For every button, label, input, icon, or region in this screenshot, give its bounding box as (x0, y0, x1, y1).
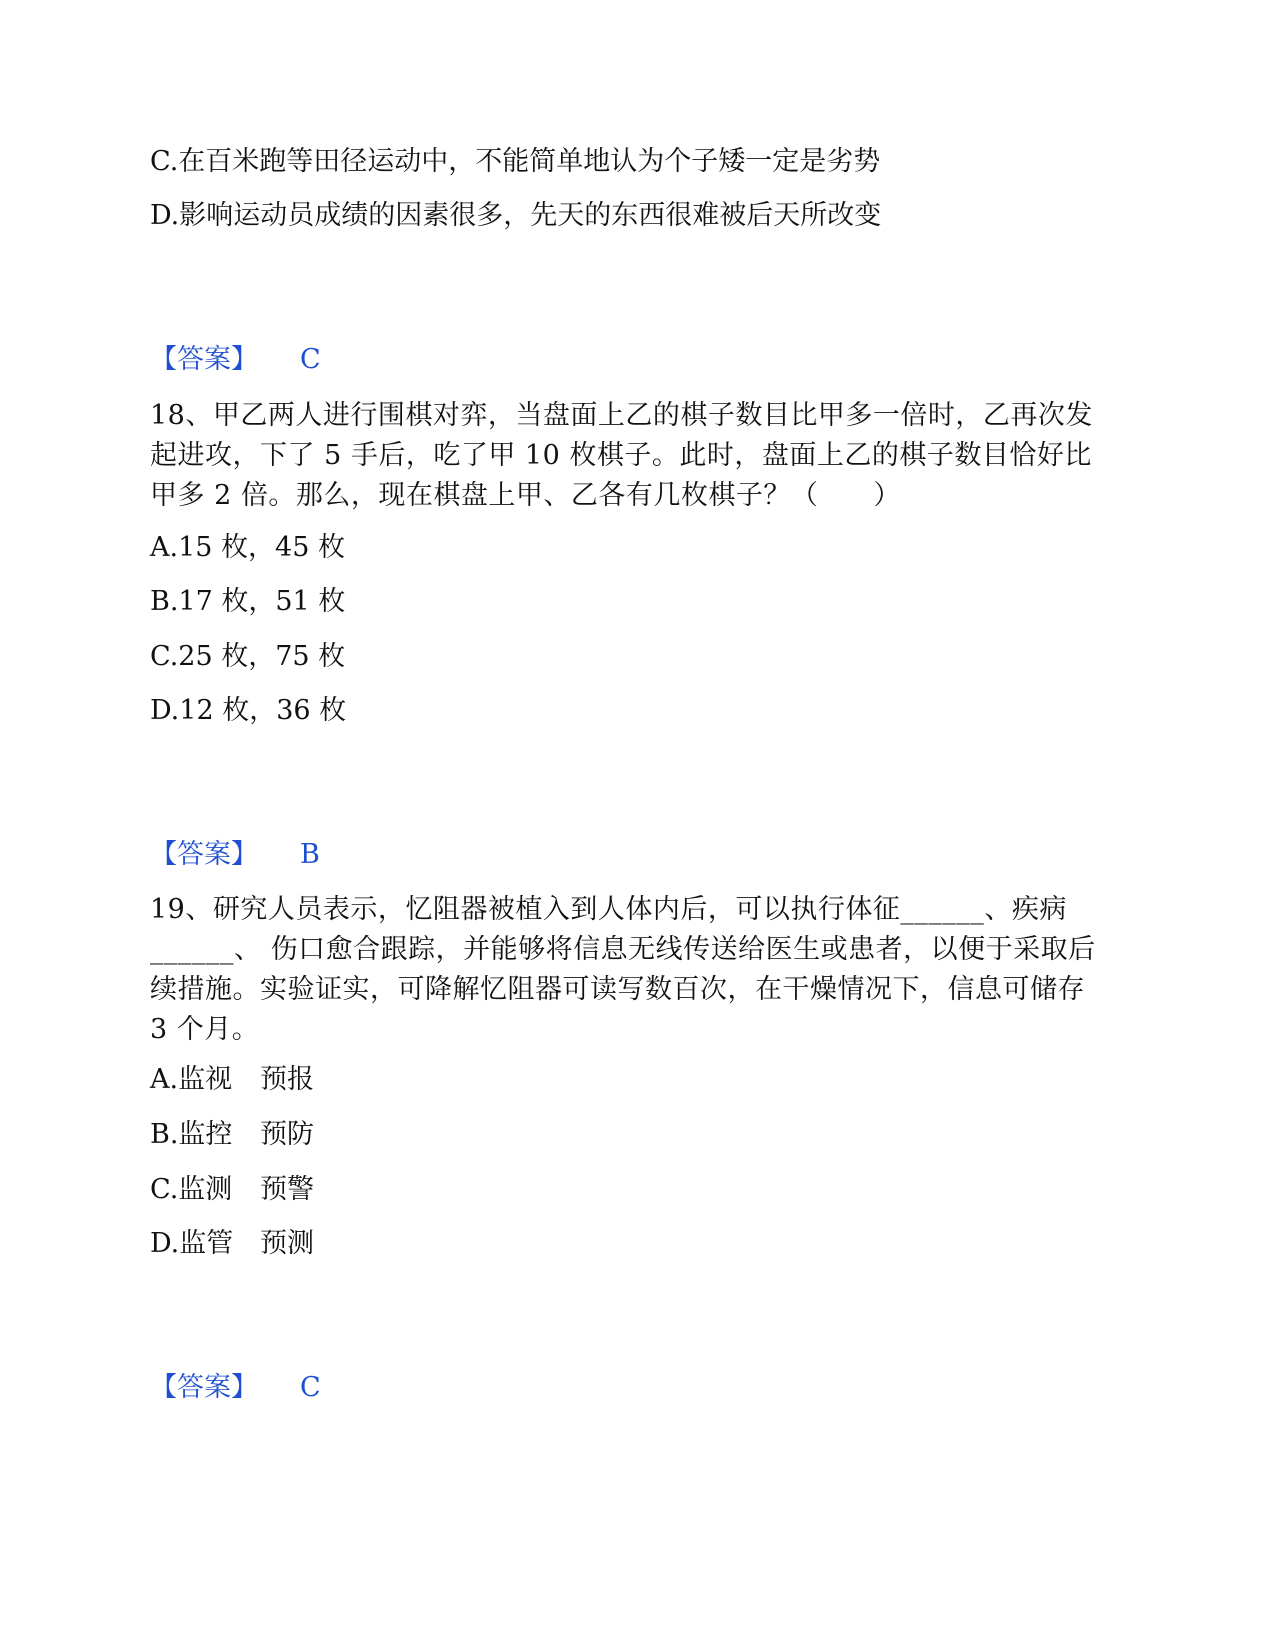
answer-label: 【答案】 (150, 344, 258, 375)
answer-row (150, 340, 321, 380)
answer-value: C (300, 1372, 321, 1403)
answer-label: 【答案】 (150, 1372, 258, 1403)
option-c: C.在百米跑等田径运动中，不能简单地认为个子矮一定是劣势 (150, 146, 881, 177)
q18-option-a: A.15 枚，45 枚 (150, 532, 345, 563)
q18-option-d: D.12 枚，36 枚 (150, 695, 347, 726)
answer-value: B (300, 839, 320, 870)
option-letter: B.监控 (150, 1119, 233, 1150)
option-letter: C.监测 (150, 1174, 233, 1205)
answer-row (150, 835, 320, 875)
q19-option-c (150, 1170, 314, 1210)
option-second: 预报 (260, 1064, 314, 1095)
option-second: 预测 (260, 1228, 314, 1259)
q19-option-d (150, 1224, 314, 1264)
q18-option-c: C.25 枚，75 枚 (150, 641, 346, 672)
q19-option-a (150, 1060, 314, 1100)
q19-option-b (150, 1115, 314, 1155)
q18-option-b: B.17 枚，51 枚 (150, 586, 346, 617)
answer-label: 【答案】 (150, 839, 258, 870)
option-second: 预警 (260, 1174, 314, 1205)
answer-value: C (300, 344, 321, 375)
option-letter: A.监视 (150, 1064, 233, 1095)
option-letter: D.监管 (150, 1228, 234, 1259)
question-18-text: 18、甲乙两人进行围棋对弈，当盘面上乙的棋子数目比甲多一倍时，乙再次发起进攻，下了 5 手后，吃了甲 10 枚棋子。此时，盘面上乙的棋子数目恰好比甲多 2 倍。那么，现在棋盘上甲、乙各有几枚棋子？（ ） (150, 400, 1093, 511)
option-d: D.影响运动员成绩的因素很多，先天的东西很难被后天所改变 (150, 200, 882, 231)
option-second: 预防 (260, 1119, 314, 1150)
answer-row (150, 1368, 321, 1408)
question-19-text: 19、研究人员表示，忆阻器被植入到人体内后，可以执行体征______、疾病______、 伤口愈合跟踪，并能够将信息无线传送给医生或患者，以便于采取后续措施。实验证实，可降解忆阻器可读写数百次，在干燥情况下，信息可储存 3 个月。 (150, 894, 1096, 1045)
